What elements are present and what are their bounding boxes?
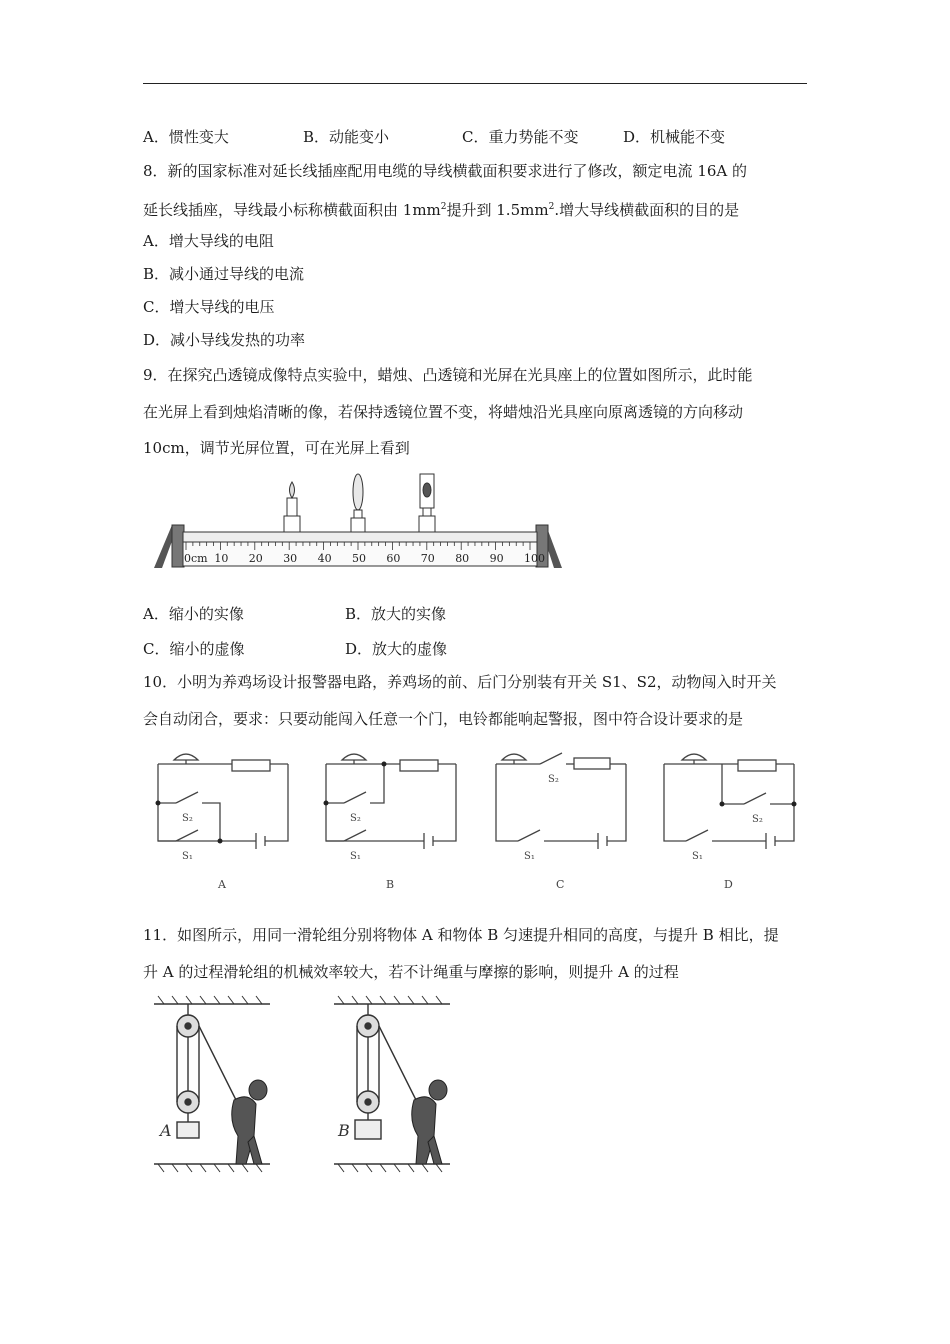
q11-line1: 11．如图所示，用同一滑轮组分别将物体 A 和物体 B 匀速提升相同的高度，与提升 B 相比，提 [143, 926, 779, 944]
bench-label: 100 [524, 552, 545, 565]
pulley-figure-a [150, 996, 280, 1182]
bench-label: 10 [214, 552, 229, 565]
svg-text:S₂: S₂ [548, 774, 559, 785]
candle [284, 482, 300, 532]
circuit-label-d: D [724, 878, 733, 891]
svg-text:S₂: S₂ [182, 813, 193, 824]
circuit-a [152, 742, 292, 892]
bench-label: 80 [455, 552, 470, 565]
q9-line2: 在光屏上看到烛焰清晰的像，若保持透镜位置不变，将蜡烛沿光具座向原离透镜的方向移动 [143, 403, 744, 421]
worker-figure [412, 1080, 447, 1164]
light-screen [419, 474, 435, 532]
convex-lens [351, 474, 365, 532]
q7-option-a: A．惯性变大 [143, 128, 229, 146]
svg-text:S₂: S₂ [350, 813, 361, 824]
q8-option-a: A．增大导线的电阻 [143, 232, 274, 250]
optical-bench-figure [150, 470, 570, 575]
q9-option-a: A．缩小的实像 [143, 605, 244, 623]
svg-text:S₁: S₁ [692, 851, 703, 862]
q9-option-d: D．放大的虚像 [345, 640, 448, 658]
bench-label: 70 [420, 552, 435, 565]
q8-line2: 延长线插座，导线最小标称横截面积由 $1mm^2$提升到 $1.5mm^2$.增大导线横截面积的目的是 [143, 201, 740, 219]
bench-label: 50 [352, 552, 366, 565]
circuit-label-a: A [218, 878, 226, 891]
bench-label: 90 [489, 552, 504, 565]
circuit-label-c: C [556, 878, 565, 891]
q9-line3: 10cm，调节光屏位置，可在光屏上看到 [143, 439, 410, 457]
q8-line1: 8．新的国家标准对延长线插座配用电缆的导线横截面积要求进行了修改，额定电流 16A 的 [143, 162, 748, 180]
bench-label: 40 [317, 552, 332, 565]
q9-line1: 9．在探究凸透镜成像特点实验中，蜡烛、凸透镜和光屏在光具座上的位置如图所示，此时能 [143, 366, 753, 384]
bench-label: 0cm [184, 552, 208, 565]
q8-option-b: B．减小通过导线的电流 [143, 265, 305, 283]
q9-option-b: B．放大的实像 [345, 605, 447, 623]
svg-text:S₂: S₂ [752, 814, 763, 825]
q10-line1: 10．小明为养鸡场设计报警器电路，养鸡场的前、后门分别装有开关 S1、S2，动物闯入时开关 [143, 673, 777, 691]
header-rule [143, 83, 807, 84]
figure-label-a: A [160, 1121, 172, 1140]
bench-label: 30 [283, 552, 298, 565]
bench-label: 20 [248, 552, 263, 565]
svg-text:S₁: S₁ [524, 851, 535, 862]
q10-line2: 会自动闭合，要求：只要动能闯入任意一个门，电铃都能响起警报，图中符合设计要求的是 [143, 710, 744, 728]
svg-text:S₁: S₁ [182, 851, 193, 862]
q8-option-c: C．增大导线的电压 [143, 298, 275, 316]
pulley-figure-b [330, 996, 460, 1182]
circuit-label-b: B [386, 878, 395, 891]
q7-option-d: D．机械能不变 [623, 128, 726, 146]
figure-label-b: B [338, 1121, 350, 1140]
q7-option-b: B．动能变小 [303, 128, 390, 146]
q9-option-c: C．缩小的虚像 [143, 640, 245, 658]
q7-option-c: C．重力势能不变 [462, 128, 579, 146]
bench-label: 60 [386, 552, 401, 565]
q8-option-d: D．减小导线发热的功率 [143, 331, 306, 349]
circuit-d [658, 742, 798, 892]
svg-text:S₁: S₁ [350, 851, 361, 862]
worker-figure [232, 1080, 267, 1164]
circuit-c [490, 742, 630, 892]
circuit-b [320, 742, 460, 892]
q11-line2: 升 A 的过程滑轮组的机械效率较大，若不计绳重与摩擦的影响，则提升 A 的过程 [143, 963, 679, 981]
